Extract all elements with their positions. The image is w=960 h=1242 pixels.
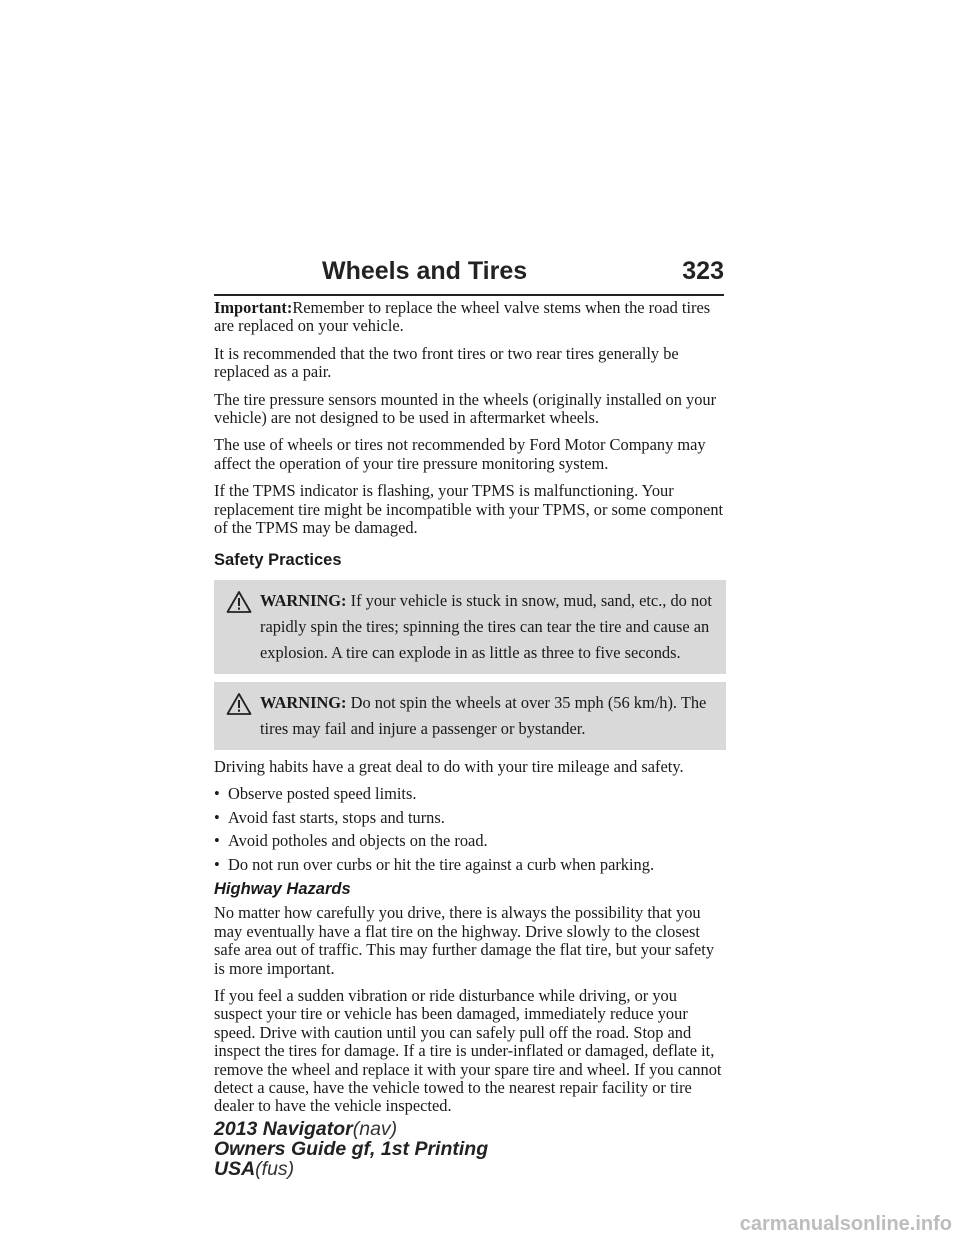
- important-label: Important:: [214, 298, 293, 317]
- paragraph: No matter how carefully you drive, there is always the possibility that you may eventually have a flat tire on the highway. Drive slowly to the closest safe area out of traffic. This may further damage the flat tire, but your safety is more important.: [214, 903, 715, 978]
- driving-habits-intro: Driving habits have a great deal to do with your tire mileage and safety.: [214, 756, 684, 776]
- paragraph-important: [214, 299, 726, 336]
- important-text: Remember to replace the wheel valve stems when the road tires are replaced on your vehicle.: [214, 298, 711, 336]
- driving-tips-list: [214, 785, 726, 874]
- document-footer: [214, 1119, 488, 1179]
- warning-label: WARNING:: [260, 590, 347, 610]
- paragraph: If the TPMS indicator is flashing, your TPMS is malfunctioning. Your replacement tire might be incompatible with your TPMS, or some component of the TPMS may be damaged.: [214, 481, 724, 538]
- warning-label: WARNING:: [260, 692, 347, 712]
- warning-box: [214, 682, 726, 750]
- footer-line: Owners Guide gf, 1st Printing: [214, 1138, 489, 1160]
- footer-line: 2013 Navigator(nav): [214, 1118, 398, 1140]
- page-number: 323: [682, 257, 724, 285]
- header-divider: [214, 294, 724, 296]
- list-item: • Do not run over curbs or hit the tire against a curb when parking.: [214, 854, 655, 874]
- list-item: • Avoid fast starts, stops and turns.: [214, 807, 445, 827]
- paragraph: It is recommended that the two front tires or two rear tires generally be replaced as a pair.: [214, 343, 679, 382]
- paragraph: The tire pressure sensors mounted in the wheels (originally installed on your vehicle) are not designed to be used in aftermarket wheels.: [214, 389, 717, 428]
- paragraph: If you feel a sudden vibration or ride disturbance while driving, or you suspect your tire or vehicle has been damaged, immediately reduce your speed. Drive with caution until you can safely pull off the road. Stop and inspect the tires for damage. If a tire is under-inflated or damaged, deflate it, remove the wheel and replace it with your spare tire and wheel. If you cannot detect a cause, have the vehicle towed to the nearest repair facility or tire dealer to have the vehicle inspected.: [214, 985, 722, 1116]
- list-item: • Avoid potholes and objects on the road.: [214, 831, 488, 851]
- warning-triangle-icon: [226, 590, 252, 614]
- safety-practices-heading: Safety Practices: [214, 551, 342, 570]
- warning-triangle-icon: [226, 692, 252, 716]
- section-title: Wheels and Tires: [322, 257, 528, 285]
- warning-text: Do not spin the wheels at over 35 mph (56 km/h). The tires may fail and injure a passenger or bystander.: [260, 692, 707, 738]
- bullet-icon: •: [214, 831, 220, 851]
- warning-box: [214, 580, 726, 674]
- highway-hazards-heading: Highway Hazards: [214, 879, 351, 898]
- page-content: [214, 299, 726, 1125]
- list-item: • Observe posted speed limits.: [214, 784, 417, 804]
- warning-text: If your vehicle is stuck in snow, mud, sand, etc., do not rapidly spin the tires; spinning the tires can tear the tire and cause an explosion. A tire can explode in as little as three to five seconds.: [260, 590, 712, 662]
- bullet-icon: •: [214, 784, 220, 804]
- watermark: carmanualsonline.info: [739, 1213, 952, 1235]
- paragraph: The use of wheels or tires not recommended by Ford Motor Company may affect the operation of your tire pressure monitoring system.: [214, 435, 706, 473]
- bullet-icon: •: [214, 807, 220, 827]
- bullet-icon: •: [214, 854, 220, 874]
- footer-line: USA(fus): [214, 1158, 295, 1180]
- page-header: [214, 257, 724, 297]
